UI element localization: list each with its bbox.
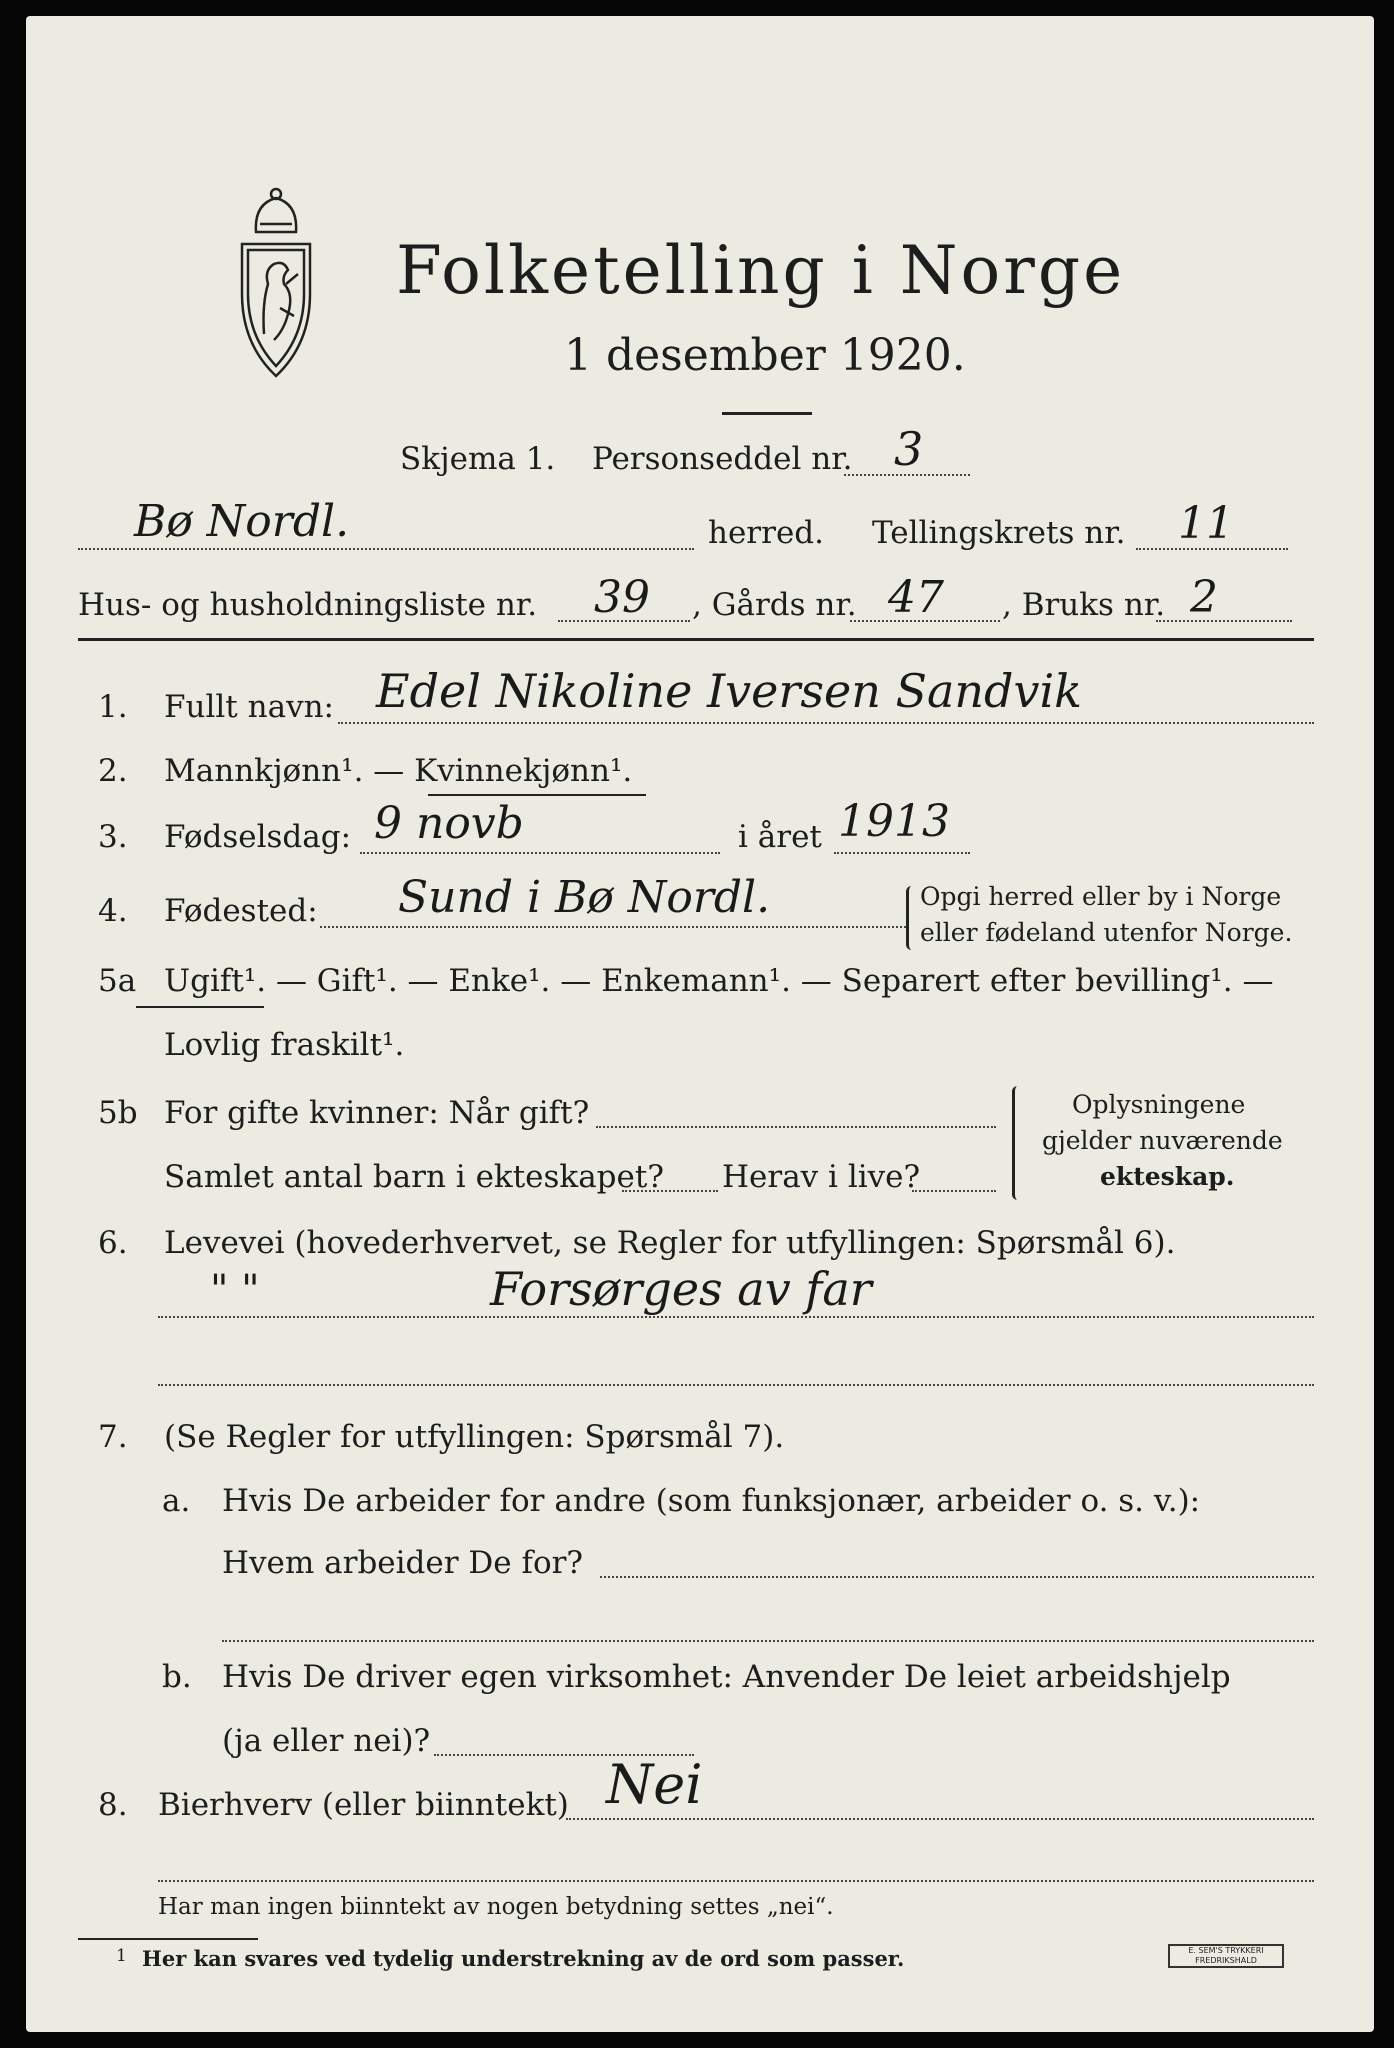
personseddel-value: 3: [894, 422, 924, 476]
gards-value: 47: [888, 572, 944, 623]
bruks-label: , Bruks nr.: [1002, 587, 1166, 623]
q1-label: Fullt navn:: [164, 689, 334, 725]
footnote-divider: [78, 1938, 258, 1940]
q5a-marital-options: Ugift¹. — Gift¹. — Enke¹. — Enkemann¹. — Separert efter bevilling¹. —: [164, 963, 1274, 999]
q7-number: 7.: [98, 1419, 128, 1455]
q5a-lovlig-fraskilt: Lovlig fraskilt¹.: [164, 1027, 405, 1063]
q7b-line2: (ja eller nei)?: [222, 1723, 431, 1759]
census-date: 1 desember 1920.: [564, 330, 966, 381]
hus-label: Hus- og husholdningsliste nr.: [78, 587, 538, 623]
occupation-value: Forsørges av far: [490, 1262, 872, 1316]
herred-label: herred.: [708, 515, 824, 551]
tellingskrets-label: Tellingskrets nr.: [872, 515, 1126, 551]
q6-label: Levevei (hovederhvervet, se Regler for utfyllingen: Spørsmål 6).: [164, 1225, 1176, 1261]
birth-year-field[interactable]: [834, 852, 970, 854]
header-divider: [78, 638, 1314, 641]
q7b-letter: b.: [162, 1659, 192, 1695]
q4-number: 4.: [98, 893, 128, 929]
q5a-ugift-underline: [136, 1006, 264, 1008]
footnote-marker: 1: [116, 1946, 127, 1966]
side-income-field-1[interactable]: [566, 1818, 1314, 1820]
employer-field-1[interactable]: [600, 1576, 1314, 1578]
q5b-number: 5b: [98, 1095, 138, 1131]
q7b-line1: Hvis De driver egen virksomhet: Anvender De leiet arbeidshjelp: [222, 1659, 1231, 1695]
title-divider: [722, 412, 812, 415]
full-name-value: Edel Nikoline Iversen Sandvik: [376, 664, 1083, 718]
q7a-letter: a.: [162, 1483, 191, 1519]
occupation-ditto: " ": [210, 1267, 260, 1313]
birthplace-field[interactable]: [320, 926, 906, 928]
q3-label: Fødselsdag:: [164, 819, 352, 855]
q2-kvinnekjonn-underline: [428, 794, 646, 796]
occupation-field-1[interactable]: [158, 1316, 1314, 1318]
q5b-children-label: Samlet antal barn i ekteskapet?: [164, 1159, 664, 1195]
q5b-note-line1: Oplysningene: [1072, 1090, 1246, 1119]
side-income-note: Har man ingen biinntekt av nogen betydning settes „nei“.: [158, 1894, 834, 1920]
tellingskrets-value: 11: [1178, 498, 1234, 549]
q2-gender-options: Mannkjønn¹. — Kvinnekjønn¹.: [164, 753, 633, 789]
q3-year-label: i året: [738, 819, 822, 855]
employer-field-2[interactable]: [222, 1640, 1314, 1642]
q1-number: 1.: [98, 689, 128, 725]
birth-year-value: 1913: [838, 796, 950, 847]
q5a-number: 5a: [98, 963, 137, 999]
q4-note-line1: Opgi herred eller by i Norge: [920, 882, 1282, 911]
q5b-alive-label: Herav i live?: [722, 1159, 921, 1195]
herred-field[interactable]: [78, 548, 694, 550]
birthday-value: 9 novb: [374, 798, 524, 849]
gards-label: , Gårds nr.: [692, 587, 857, 623]
bruks-field[interactable]: [1156, 620, 1292, 622]
birthplace-value: Sund i Bø Nordl.: [398, 872, 771, 923]
children-count-field[interactable]: [622, 1190, 718, 1192]
q8-label: Bierhverv (eller biinntekt): [158, 1787, 569, 1823]
side-income-value: Nei: [606, 1753, 703, 1816]
hus-value: 39: [594, 572, 650, 623]
q5b-married-when-label: For gifte kvinner: Når gift?: [164, 1095, 590, 1131]
form-title: Folketelling i Norge: [396, 232, 1126, 309]
children-alive-field[interactable]: [912, 1190, 996, 1192]
q7a-line1: Hvis De arbeider for andre (som funksjonær, arbeider o. s. v.):: [222, 1483, 1201, 1519]
birthday-field[interactable]: [360, 852, 720, 854]
q7-label: (Se Regler for utfyllingen: Spørsmål 7).: [164, 1419, 785, 1455]
q5b-note-line3: ekteskap.: [1100, 1162, 1235, 1191]
q7a-line2: Hvem arbeider De for?: [222, 1545, 584, 1581]
q2-number: 2.: [98, 753, 128, 789]
herred-value: Bø Nordl.: [134, 496, 350, 547]
bruks-value: 2: [1190, 572, 1218, 623]
q4-label: Fødested:: [164, 893, 318, 929]
census-form: [26, 16, 1374, 2032]
q4-note-line2: eller fødeland utenfor Norge.: [920, 918, 1293, 947]
married-when-field[interactable]: [596, 1126, 996, 1128]
side-income-field-2[interactable]: [158, 1880, 1314, 1882]
footnote-text: Her kan svares ved tydelig understrekning av de ord som passer.: [142, 1946, 905, 1971]
norwegian-coat-of-arms-icon: [234, 184, 318, 384]
printer-stamp: E. SEM'S TRYKKERI FREDRIKSHALD: [1168, 1944, 1284, 1968]
q6-number: 6.: [98, 1225, 128, 1261]
full-name-field[interactable]: [338, 722, 1314, 724]
q4-note-brace: [906, 886, 917, 950]
q5b-note-line2: gjelder nuværende: [1042, 1126, 1283, 1155]
q5b-note-brace: [1012, 1086, 1023, 1200]
skjema-label: Skjema 1.: [400, 441, 556, 477]
q3-number: 3.: [98, 819, 128, 855]
occupation-field-2[interactable]: [158, 1384, 1314, 1386]
q8-number: 8.: [98, 1787, 128, 1823]
personseddel-label: Personseddel nr.: [592, 441, 853, 477]
